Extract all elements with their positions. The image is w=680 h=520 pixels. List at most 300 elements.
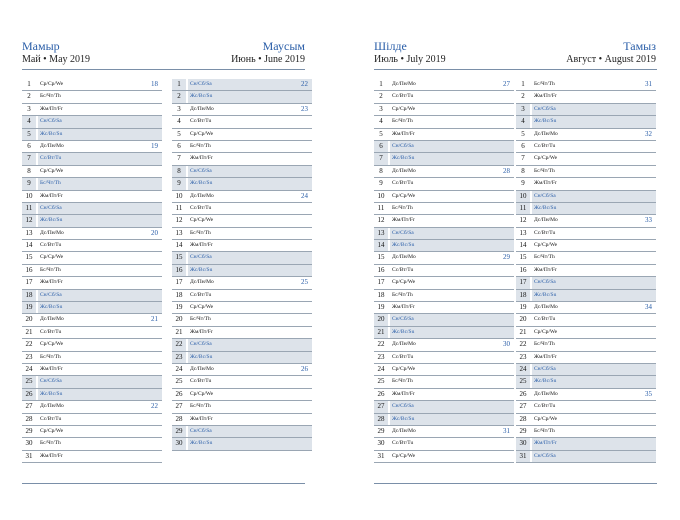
day-number: 27 (374, 401, 388, 412)
day-row (172, 91, 312, 103)
week-number: 33 (645, 216, 652, 225)
day-number: 29 (172, 426, 186, 437)
day-number: 18 (22, 290, 36, 301)
week-number: 34 (645, 303, 652, 312)
day-row (374, 376, 514, 388)
week-number: 18 (151, 80, 158, 88)
day-number: 2 (27, 92, 31, 101)
weekday-label: Жм/Пт/Fr (40, 192, 63, 199)
day-row (374, 228, 514, 240)
weekday-label: Жс/Вс/Su (188, 178, 312, 189)
day-number: 29 (377, 426, 385, 435)
day-number: 12 (519, 216, 527, 225)
day-number: 31 (25, 451, 33, 460)
month-column-june (172, 79, 312, 451)
weekday-label: Ср/Ср/We (392, 452, 416, 459)
weekday-label: Сс/Вт/Tu (190, 291, 212, 298)
day-row (172, 438, 312, 450)
day-row (374, 141, 514, 153)
weekday-label: Дс/Пн/Mo (534, 130, 558, 137)
day-row (22, 265, 162, 277)
day-row (374, 191, 514, 203)
weekday-label: Сн/Сб/Sa (188, 252, 312, 263)
day-number: 19 (519, 303, 527, 312)
weekday-label: Сн/Сб/Sa (38, 116, 162, 127)
weekday-label: Дс/Пн/Mo (534, 304, 558, 311)
day-number: 13 (25, 228, 33, 237)
day-number: 12 (175, 216, 183, 225)
day-number: 24 (516, 364, 530, 375)
day-row (516, 141, 656, 153)
weekday-label: Сс/Вт/Tu (190, 118, 212, 125)
weekday-label: Жс/Вс/Su (38, 302, 162, 313)
day-row (374, 339, 514, 351)
week-number: 32 (645, 129, 652, 138)
weekday-label: Бс/Чт/Th (190, 316, 211, 323)
weekday-label: Жс/Вс/Su (532, 376, 656, 387)
day-number: 11 (175, 203, 183, 212)
weekday-label: Сс/Вт/Tu (392, 93, 414, 100)
day-number: 11 (377, 203, 385, 212)
weekday-label: Бс/Чт/Th (534, 341, 555, 348)
weekday-label: Бс/Чт/Th (190, 229, 211, 236)
day-number: 4 (177, 117, 181, 126)
weekday-label: Жм/Пт/Fr (534, 180, 557, 187)
weekday-label: Сс/Вт/Tu (40, 328, 62, 335)
month-title: Мамыр (22, 39, 60, 53)
day-number: 7 (177, 154, 181, 163)
weekday-label: Ср/Ср/We (40, 81, 64, 87)
weekday-label: Сн/Сб/Sa (532, 191, 656, 202)
day-number: 26 (377, 389, 385, 398)
day-number: 2 (172, 91, 186, 102)
day-number: 28 (519, 414, 527, 423)
weekday-label: Жм/Пт/Fr (40, 279, 63, 286)
day-number: 24 (25, 364, 33, 373)
day-row (172, 339, 312, 351)
weekday-label: Жс/Вс/Su (390, 327, 514, 338)
day-row (374, 389, 514, 401)
day-row (22, 302, 162, 314)
weekday-label: Ср/Ср/We (190, 130, 214, 137)
day-row (374, 252, 514, 264)
weekday-label: Сс/Вт/Tu (38, 153, 162, 164)
day-row (516, 426, 656, 438)
day-row (172, 116, 312, 128)
day-number: 26 (22, 389, 36, 400)
month-subtitle: Май • May 2019 (22, 54, 91, 65)
day-number: 3 (379, 104, 383, 113)
day-row (374, 302, 514, 314)
day-row (22, 401, 162, 413)
weekday-label: Сс/Вт/Tu (392, 266, 414, 273)
month-column-august (516, 79, 656, 463)
day-row (22, 240, 162, 252)
day-number: 7 (521, 154, 525, 163)
day-row (172, 376, 312, 388)
day-row (172, 129, 312, 141)
weekday-label: Сс/Вт/Tu (534, 316, 556, 323)
day-row (516, 438, 656, 450)
day-number: 31 (516, 451, 530, 462)
weekday-label: Дс/Пн/Mo (190, 105, 214, 112)
weekday-label: Жм/Пт/Fr (392, 130, 415, 137)
day-number: 17 (377, 278, 385, 287)
weekday-label: Жм/Пт/Fr (40, 105, 63, 112)
day-number: 9 (172, 178, 186, 189)
day-number: 21 (374, 327, 388, 338)
weekday-label: Сс/Вт/Tu (190, 204, 212, 211)
weekday-label: Жм/Пт/Fr (534, 266, 557, 273)
weekday-label: Дс/Пн/Mo (40, 316, 64, 323)
month-subtitle: Июль • July 2019 (374, 54, 446, 65)
weekday-label: Сс/Вт/Tu (40, 242, 62, 249)
weekday-label: Бс/Чт/Th (40, 266, 61, 273)
day-row (516, 401, 656, 413)
day-number: 28 (175, 414, 183, 423)
day-number: 8 (379, 166, 383, 175)
weekday-label: Ср/Ср/We (392, 279, 416, 286)
day-number: 23 (519, 352, 527, 361)
weekday-label: Жм/Пт/Fr (392, 304, 415, 311)
weekday-label: Ср/Ср/We (392, 365, 416, 372)
day-row (22, 116, 162, 128)
weekday-label: Дс/Пн/Mo (534, 390, 558, 397)
weekday-label: Жс/Вс/Su (188, 265, 312, 276)
day-number: 1 (379, 80, 383, 88)
weekday-label: Бс/Чт/Th (40, 440, 61, 447)
week-number: 28 (503, 166, 510, 175)
weekday-label: Жм/Пт/Fr (40, 365, 63, 372)
day-number: 3 (177, 104, 181, 113)
day-row (374, 240, 514, 252)
day-number: 28 (374, 414, 388, 425)
day-row (374, 352, 514, 364)
month-header-july (374, 40, 446, 70)
day-row (22, 376, 162, 388)
weekday-label: Жс/Вс/Su (188, 352, 312, 363)
weekday-label: Сс/Вт/Tu (534, 142, 556, 149)
day-row (22, 153, 162, 165)
weekday-label: Сс/Вт/Tu (392, 180, 414, 187)
weekday-label: Жм/Пт/Fr (534, 353, 557, 360)
week-number: 21 (151, 315, 158, 324)
day-row (374, 129, 514, 141)
day-row (172, 290, 312, 302)
footer-rule (22, 483, 305, 484)
week-number: 29 (503, 253, 510, 262)
month-column-july (374, 79, 514, 463)
day-number: 1 (27, 80, 31, 88)
day-number: 10 (377, 191, 385, 200)
day-number: 18 (516, 290, 530, 301)
week-number: 20 (151, 228, 158, 237)
day-row (374, 451, 514, 463)
weekday-label: Бс/Чт/Th (534, 427, 555, 434)
day-number: 6 (521, 141, 525, 150)
weekday-label: Жм/Пт/Fr (532, 438, 656, 449)
weekday-label: Бс/Чт/Th (392, 118, 413, 125)
day-number: 15 (519, 253, 527, 262)
week-number: 19 (151, 141, 158, 150)
day-number: 25 (516, 376, 530, 387)
day-number: 10 (175, 191, 183, 200)
day-number: 25 (377, 377, 385, 386)
day-row (22, 228, 162, 240)
day-number: 22 (377, 340, 385, 349)
footer-rule (374, 483, 657, 484)
day-number: 16 (519, 265, 527, 274)
day-row (374, 91, 514, 103)
day-number: 14 (519, 241, 527, 250)
day-number: 4 (379, 117, 383, 126)
weekday-label: Сн/Сб/Sa (532, 451, 656, 462)
day-row (516, 129, 656, 141)
day-number: 14 (175, 241, 183, 250)
day-row (516, 91, 656, 103)
weekday-label: Жс/Вс/Su (390, 153, 514, 164)
day-number: 17 (175, 278, 183, 287)
weekday-label: Жс/Вс/Su (390, 240, 514, 251)
spread-july-august (340, 0, 680, 520)
day-number: 27 (175, 402, 183, 411)
weekday-label: Ср/Ср/We (190, 304, 214, 311)
day-row (22, 327, 162, 339)
weekday-label: Бс/Чт/Th (392, 204, 413, 211)
day-row (516, 277, 656, 289)
day-row (374, 104, 514, 116)
day-row (516, 290, 656, 302)
weekday-label: Ср/Ср/We (190, 217, 214, 224)
day-row (516, 178, 656, 190)
day-number: 23 (172, 352, 186, 363)
day-row (374, 414, 514, 426)
day-row (172, 265, 312, 277)
day-row (516, 364, 656, 376)
day-row (172, 240, 312, 252)
day-row (172, 166, 312, 178)
day-number: 7 (374, 153, 388, 164)
weekday-label: Бс/Чт/Th (190, 403, 211, 410)
day-number: 13 (519, 228, 527, 237)
day-number: 27 (519, 402, 527, 411)
day-row (22, 79, 162, 91)
day-row (172, 401, 312, 413)
week-number: 23 (301, 104, 308, 113)
weekday-label: Сн/Сб/Sa (38, 203, 162, 214)
day-row (374, 327, 514, 339)
day-row (22, 203, 162, 215)
weekday-label: Сн/Сб/Sa (38, 376, 162, 387)
weekday-label: Ср/Ср/We (40, 254, 64, 261)
day-row (516, 327, 656, 339)
day-number: 20 (175, 315, 183, 324)
day-row (22, 414, 162, 426)
day-row (22, 339, 162, 351)
day-number: 10 (516, 191, 530, 202)
weekday-label: Сн/Сб/Sa (38, 290, 162, 301)
day-number: 22 (172, 339, 186, 350)
day-number: 20 (374, 314, 388, 325)
day-row (516, 302, 656, 314)
day-row (172, 203, 312, 215)
day-number: 12 (377, 216, 385, 225)
day-number: 10 (25, 191, 33, 200)
day-row (22, 91, 162, 103)
month-column-may (22, 79, 162, 463)
day-number: 14 (25, 241, 33, 250)
day-number: 22 (519, 340, 527, 349)
weekday-label: Дс/Пн/Mo (392, 427, 416, 434)
weekday-label: Жс/Вс/Su (532, 203, 656, 214)
month-title: Шілде (374, 39, 407, 53)
day-number: 2 (379, 92, 383, 101)
weekday-label: Сн/Сб/Sa (390, 228, 514, 239)
weekday-label: Дс/Пн/Mo (392, 254, 416, 261)
weekday-label: Ср/Ср/We (534, 415, 558, 422)
day-row (22, 191, 162, 203)
day-row (516, 414, 656, 426)
day-row (22, 314, 162, 326)
day-row (22, 451, 162, 463)
day-number: 30 (377, 439, 385, 448)
day-number: 5 (177, 129, 181, 138)
day-number: 4 (516, 116, 530, 127)
day-number: 7 (22, 153, 36, 164)
weekday-label: Сс/Вт/Tu (534, 229, 556, 236)
day-row (22, 252, 162, 264)
weekday-label: Бс/Чт/Th (534, 81, 555, 87)
day-row (374, 265, 514, 277)
day-row (516, 79, 656, 91)
month-title: Маусым (262, 39, 305, 53)
day-row (516, 389, 656, 401)
weekday-label: Бс/Чт/Th (40, 93, 61, 100)
day-number: 15 (172, 252, 186, 263)
day-row (374, 166, 514, 178)
day-row (516, 240, 656, 252)
weekday-label: Жм/Пт/Fr (190, 155, 213, 162)
week-number: 31 (503, 426, 510, 435)
week-number: 30 (503, 340, 510, 349)
day-row (172, 215, 312, 227)
weekday-label: Бс/Чт/Th (534, 167, 555, 174)
day-number: 24 (377, 364, 385, 373)
day-number: 13 (175, 228, 183, 237)
day-row (374, 426, 514, 438)
weekday-label: Дс/Пн/Mo (534, 217, 558, 224)
day-row (374, 215, 514, 227)
week-number: 31 (645, 80, 652, 88)
day-row (172, 191, 312, 203)
day-number: 28 (25, 414, 33, 423)
day-number: 21 (175, 327, 183, 336)
day-number: 27 (25, 402, 33, 411)
day-row (516, 104, 656, 116)
day-row (374, 401, 514, 413)
day-row (374, 116, 514, 128)
day-number: 5 (521, 129, 525, 138)
day-row (516, 265, 656, 277)
day-number: 15 (25, 253, 33, 262)
day-row (516, 451, 656, 463)
day-number: 16 (25, 265, 33, 274)
day-row (22, 129, 162, 141)
day-row (22, 104, 162, 116)
header-rule (22, 69, 305, 70)
day-number: 19 (175, 303, 183, 312)
day-number: 13 (374, 228, 388, 239)
weekday-label: Дс/Пн/Mo (40, 229, 64, 236)
day-number: 19 (22, 302, 36, 313)
day-row (22, 166, 162, 178)
week-number: 24 (301, 191, 308, 200)
day-row (374, 153, 514, 165)
day-number: 8 (172, 166, 186, 177)
day-row (516, 339, 656, 351)
day-row (22, 290, 162, 302)
weekday-label: Ср/Ср/We (534, 155, 558, 162)
weekday-label: Жс/Вс/Su (38, 129, 162, 140)
weekday-label: Бс/Чт/Th (40, 353, 61, 360)
day-number: 11 (22, 203, 36, 214)
day-number: 8 (521, 166, 525, 175)
day-row (172, 252, 312, 264)
weekday-label: Бс/Чт/Th (392, 378, 413, 385)
day-row (22, 426, 162, 438)
day-row (22, 215, 162, 227)
day-number: 23 (25, 352, 33, 361)
day-number: 19 (377, 303, 385, 312)
day-row (374, 438, 514, 450)
day-number: 21 (519, 327, 527, 336)
weekday-label: Ср/Ср/We (534, 328, 558, 335)
day-row (374, 277, 514, 289)
day-number: 25 (22, 376, 36, 387)
day-row (172, 389, 312, 401)
day-number: 20 (519, 315, 527, 324)
day-number: 11 (516, 203, 530, 214)
day-number: 18 (377, 290, 385, 299)
weekday-label: Сн/Сб/Sa (188, 166, 312, 177)
day-number: 25 (175, 377, 183, 386)
weekday-label: Жс/Вс/Su (38, 215, 162, 226)
day-number: 5 (379, 129, 383, 138)
weekday-label: Сн/Сб/Sa (390, 401, 514, 412)
day-number: 3 (516, 104, 530, 115)
day-number: 16 (172, 265, 186, 276)
day-row (516, 352, 656, 364)
day-number: 8 (27, 166, 31, 175)
day-number: 24 (175, 364, 183, 373)
weekday-label: Дс/Пн/Mo (392, 341, 416, 348)
weekday-label: Жм/Пт/Fr (40, 452, 63, 459)
day-row (172, 79, 312, 91)
day-row (172, 414, 312, 426)
weekday-label: Бс/Чт/Th (534, 254, 555, 261)
weekday-label: Сс/Вт/Tu (190, 378, 212, 385)
day-number: 26 (175, 389, 183, 398)
day-number: 6 (374, 141, 388, 152)
weekday-label: Дс/Пн/Mo (190, 279, 214, 286)
month-header-june (231, 40, 305, 70)
day-number: 22 (25, 340, 33, 349)
day-number: 17 (25, 278, 33, 287)
day-row (22, 438, 162, 450)
day-row (22, 277, 162, 289)
day-row (516, 314, 656, 326)
weekday-label: Дс/Пн/Mo (392, 81, 416, 87)
